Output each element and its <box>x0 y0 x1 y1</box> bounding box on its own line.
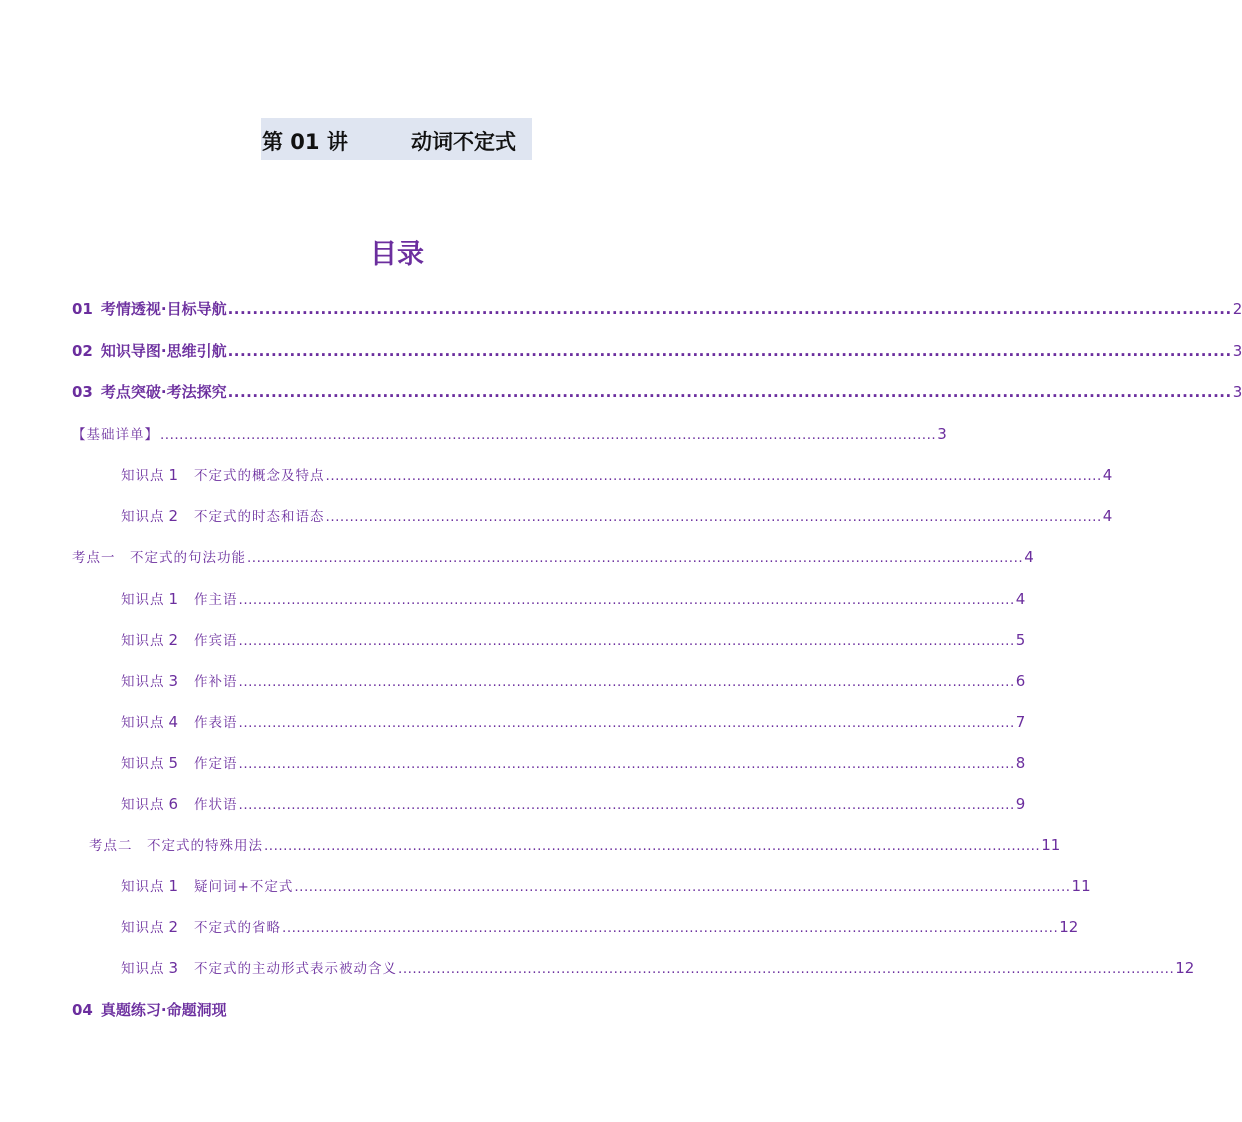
lecture-number: 第 01 讲 <box>262 130 348 154</box>
dot-leader: .................................................................................................................................................................. <box>398 961 1175 977</box>
toc-entry-label: 作补语 <box>194 674 238 690</box>
toc-kp-number: 3 <box>168 672 179 690</box>
toc-page-number: 4 <box>1015 590 1026 608</box>
toc-heading: 目录 <box>370 239 424 270</box>
toc-entry-label: 【基础详单】 <box>72 427 159 443</box>
toc-entry-section-1[interactable] <box>72 546 1034 566</box>
dot-leader: .................................................................................................................................................................. <box>227 383 1232 401</box>
toc-entry-knowledge-point[interactable] <box>121 711 1026 731</box>
dot-leader: .................................................................................................................................................................. <box>294 879 1071 895</box>
toc-entry-label: 作定语 <box>194 756 238 772</box>
toc-entry-label: 考情透视·目标导航 <box>100 300 227 318</box>
toc-kp-prefix: 知识点 <box>121 509 165 525</box>
toc-entry-label: 疑问词+不定式 <box>194 879 294 895</box>
toc-entry-label: 知识导图·思维引航 <box>100 342 227 360</box>
toc-page-number: 9 <box>1015 795 1026 813</box>
toc-page-number: 12 <box>1175 959 1195 977</box>
toc-kp-prefix: 知识点 <box>121 633 165 649</box>
toc-entry-04[interactable] <box>72 999 227 1020</box>
dot-leader: .................................................................................................................................................................. <box>238 756 1015 772</box>
dot-leader: .................................................................................................................................................................. <box>325 509 1102 525</box>
dot-leader: .................................................................................................................................................................. <box>238 797 1015 813</box>
toc-kp-number: 5 <box>168 754 179 772</box>
toc-page-number: 4 <box>1024 548 1034 566</box>
toc-entry-knowledge-point[interactable] <box>121 588 1026 608</box>
toc-kp-prefix: 知识点 <box>121 961 165 977</box>
toc-page-number: 5 <box>1015 631 1026 649</box>
toc-entry-label: 不定式的主动形式表示被动含义 <box>194 961 398 977</box>
toc-page-number: 2 <box>1232 300 1242 318</box>
toc-kp-prefix: 知识点 <box>121 756 165 772</box>
toc-page-number: 8 <box>1015 754 1026 772</box>
toc-kp-prefix: 知识点 <box>121 879 165 895</box>
toc-entry-label: 考点一 不定式的句法功能 <box>72 550 246 566</box>
toc-entry-knowledge-point[interactable] <box>121 916 1079 936</box>
toc-kp-prefix: 知识点 <box>121 674 165 690</box>
toc-kp-number: 6 <box>168 795 179 813</box>
toc-kp-prefix: 知识点 <box>121 920 165 936</box>
toc-page-number: 4 <box>1102 466 1113 484</box>
toc-entry-knowledge-point[interactable] <box>121 957 1195 977</box>
dot-leader: .................................................................................................................................................................. <box>282 920 1059 936</box>
toc-kp-number: 2 <box>168 918 179 936</box>
dot-leader: .................................................................................................................................................................. <box>238 633 1015 649</box>
toc-entry-knowledge-point[interactable] <box>121 670 1026 690</box>
toc-entry-knowledge-point[interactable] <box>121 505 1113 525</box>
toc-entry-label: 作状语 <box>194 797 238 813</box>
dot-leader: .................................................................................................................................................................. <box>160 427 937 443</box>
toc-entry-label: 作主语 <box>194 592 238 608</box>
toc-entry-knowledge-point[interactable] <box>121 875 1091 895</box>
toc-entry-label: 真题练习·命题洞现 <box>100 1001 227 1019</box>
toc-kp-number: 1 <box>168 877 179 895</box>
toc-entry-num: 01 <box>72 300 93 318</box>
toc-kp-prefix: 知识点 <box>121 592 165 608</box>
toc-entry-02[interactable] <box>72 340 1242 361</box>
dot-leader: .................................................................................................................................................................. <box>247 550 1024 566</box>
toc-entry-knowledge-point[interactable] <box>121 793 1026 813</box>
toc-page-number: 3 <box>1232 383 1242 401</box>
toc-entry-num: 04 <box>72 1001 93 1019</box>
toc-entry-label: 考点突破·考法探究 <box>100 383 227 401</box>
toc-entry-num: 02 <box>72 342 93 360</box>
toc-page-number: 11 <box>1041 836 1061 854</box>
dot-leader: .................................................................................................................................................................. <box>238 674 1015 690</box>
dot-leader: .................................................................................................................................................................. <box>238 715 1015 731</box>
toc-entry-label: 不定式的时态和语态 <box>194 509 325 525</box>
dot-leader: .................................................................................................................................................................. <box>264 838 1041 854</box>
dot-leader: .................................................................................................................................................................. <box>227 300 1232 318</box>
toc-page-number: 7 <box>1015 713 1026 731</box>
toc-entry-num: 03 <box>72 383 93 401</box>
dot-leader: .................................................................................................................................................................. <box>238 592 1015 608</box>
toc-entry-knowledge-point[interactable] <box>121 752 1026 772</box>
toc-page-number: 12 <box>1059 918 1079 936</box>
toc-entry-label: 不定式的省略 <box>194 920 282 936</box>
toc-page-number: 3 <box>1232 342 1242 360</box>
toc-page-number: 3 <box>937 425 947 443</box>
toc-kp-number: 4 <box>168 713 179 731</box>
toc-kp-prefix: 知识点 <box>121 797 165 813</box>
lecture-topic: 动词不定式 <box>411 130 516 154</box>
toc-kp-number: 2 <box>168 507 179 525</box>
toc-entry-label: 作表语 <box>194 715 238 731</box>
toc-entry-basics[interactable] <box>72 423 947 443</box>
toc-kp-prefix: 知识点 <box>121 715 165 731</box>
toc-entry-03[interactable] <box>72 381 1242 402</box>
toc-entry-knowledge-point[interactable] <box>121 629 1026 649</box>
dot-leader: .................................................................................................................................................................. <box>227 342 1232 360</box>
toc-page-number: 4 <box>1102 507 1113 525</box>
toc-entry-label: 考点二 不定式的特殊用法 <box>89 838 263 854</box>
toc-kp-number: 2 <box>168 631 179 649</box>
toc-entry-knowledge-point[interactable] <box>121 464 1113 484</box>
toc-kp-number: 1 <box>168 466 179 484</box>
toc-entry-label: 作宾语 <box>194 633 238 649</box>
toc-page-number: 6 <box>1015 672 1026 690</box>
toc-entry-label: 不定式的概念及特点 <box>194 468 325 484</box>
toc-page-number: 11 <box>1071 877 1091 895</box>
toc-kp-number: 3 <box>168 959 179 977</box>
toc-kp-prefix: 知识点 <box>121 468 165 484</box>
toc-entry-section-2[interactable] <box>89 834 1061 854</box>
toc-entry-01[interactable] <box>72 298 1242 319</box>
dot-leader: .................................................................................................................................................................. <box>325 468 1102 484</box>
toc-kp-number: 1 <box>168 590 179 608</box>
